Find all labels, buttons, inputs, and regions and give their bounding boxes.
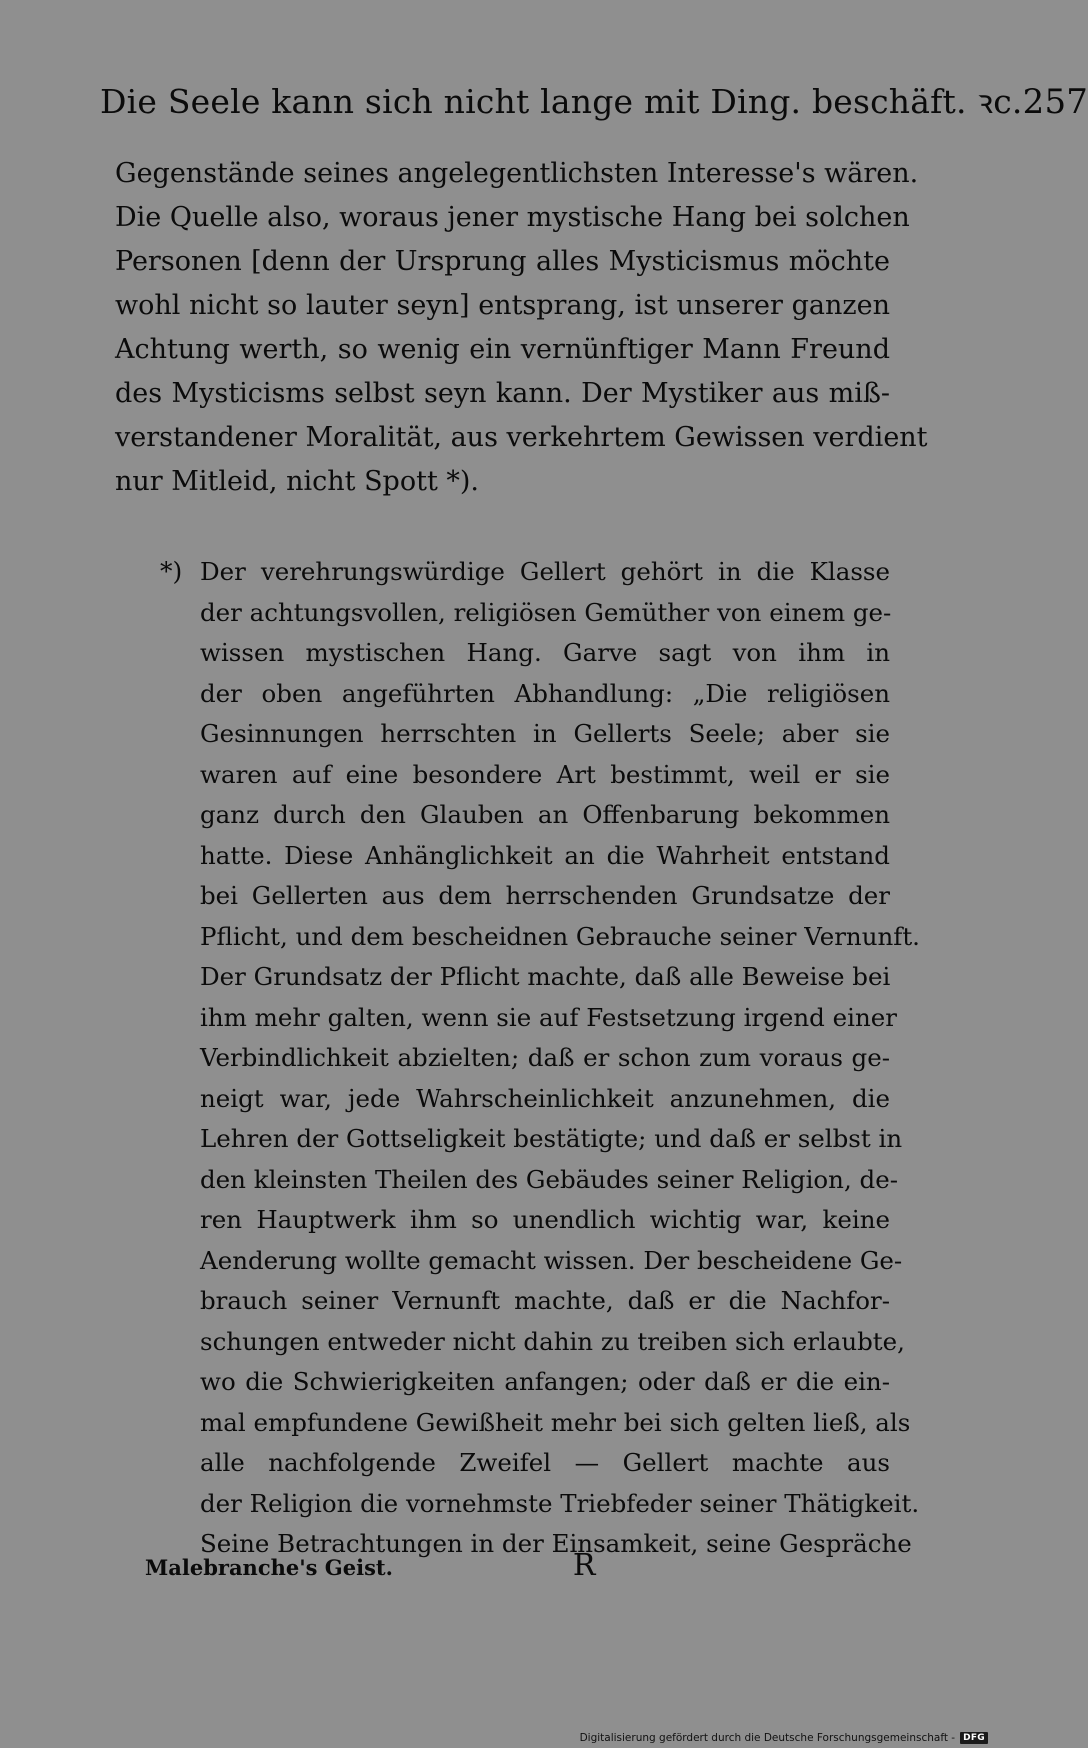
footnote-line: brauch seiner Vernunft machte, daß er die Nachfor- <box>200 1286 890 1315</box>
body-line: nur Mitleid, nicht Spott *). <box>115 466 479 497</box>
running-title: Die Seele kann sich nicht lange mit Ding. beschäft. ꝛc. <box>100 82 1023 121</box>
footnote-line: Gesinnungen herrschten in Gellerts Seele; aber sie <box>200 719 890 748</box>
footnote-line: bei Gellerten aus dem herrschenden Grundsatze der <box>200 881 890 910</box>
signature-text: Malebranche's Geist. <box>145 1555 393 1580</box>
footnote-line: Der verehrungswürdige Gellert gehört in die Klasse <box>200 557 890 586</box>
footnote-line: Pflicht, und dem bescheidnen Gebrauche seiner Vernunft. <box>200 921 920 951</box>
body-line: verstandener Moralität, aus verkehrtem Gewissen verdient <box>115 422 928 453</box>
signature-mark: R <box>572 1548 596 1583</box>
body-line: des Mysticisms selbst seyn kann. Der Mystiker aus miß- <box>115 378 890 409</box>
dfg-logo-icon: DFG <box>960 1732 988 1744</box>
footnote-line: mal empfundene Gewißheit mehr bei sich gelten ließ, als <box>200 1407 911 1437</box>
footnote-line: schungen entweder nicht dahin zu treiben sich erlaubte, <box>200 1326 905 1356</box>
footnote-line: alle nachfolgende Zweifel — Gellert machte aus <box>200 1448 890 1477</box>
main-text-block <box>115 152 928 504</box>
footnote-marker: *) <box>160 557 183 586</box>
footnote-line: ganz durch den Glauben an Offenbarung bekommen <box>200 800 890 829</box>
body-line: Achtung werth, so wenig ein vernünftiger Mann Freund <box>115 334 890 365</box>
page-header <box>100 78 1088 123</box>
body-line: Die Quelle also, woraus jener mystische Hang bei solchen <box>115 202 910 233</box>
footnote-line: neigt war, jede Wahrscheinlichkeit anzunehmen, die <box>200 1083 890 1113</box>
footnote-line: den kleinsten Theilen des Gebäudes seiner Religion, de- <box>200 1164 898 1194</box>
footnote-line: Der Grundsatz der Pflicht machte, daß alle Beweise bei <box>200 962 891 991</box>
body-line: wohl nicht so lauter seyn] entsprang, ist unserer ganzen <box>115 290 890 321</box>
footnote-line: ren Hauptwerk ihm so unendlich wichtig war, keine <box>200 1205 890 1234</box>
footnote-line: Lehren der Gottseligkeit bestätigte; und daß er selbst in <box>200 1124 903 1153</box>
footnote-line: waren auf eine besondere Art bestimmt, weil er sie <box>200 759 890 789</box>
digitization-credit-text: Digitalisierung gefördert durch die Deutsche Forschungsgemeinschaft - <box>579 1732 956 1744</box>
body-line: Personen [denn der Ursprung alles Mysticismus möchte <box>115 246 890 277</box>
footnote-line: der achtungsvollen, religiösen Gemüther von einem ge- <box>200 597 892 627</box>
footnote-line: ihm mehr galten, wenn sie auf Festsetzung irgend einer <box>200 1002 897 1032</box>
footnote-line: Seine Betrachtungen in der Einsamkeit, seine Gespräche <box>200 1529 912 1558</box>
body-line: Gegenstände seines angelegentlichsten Interesse's wären. <box>115 158 919 189</box>
signature-line <box>145 1548 645 1583</box>
footnote-line: wissen mystischen Hang. Garve sagt von ihm in <box>200 638 890 667</box>
footnote-line: der oben angeführten Abhandlung: „Die religiösen <box>200 678 890 708</box>
footnote-line: wo die Schwierigkeiten anfangen; oder daß er die ein- <box>200 1367 890 1396</box>
page-number: 257 <box>1022 82 1088 122</box>
footnote-lines <box>200 552 920 1565</box>
digitization-credit <box>580 1732 988 1744</box>
footnote-line: der Religion die vornehmste Triebfeder seiner Thätigkeit. <box>200 1488 920 1518</box>
footnote-line: hatte. Diese Anhänglichkeit an die Wahrheit entstand <box>200 840 890 870</box>
footnote-line: Verbindlichkeit abzielten; daß er schon zum voraus ge- <box>200 1043 890 1072</box>
footnote-line: Aenderung wollte gemacht wissen. Der bescheidene Ge- <box>200 1245 903 1275</box>
